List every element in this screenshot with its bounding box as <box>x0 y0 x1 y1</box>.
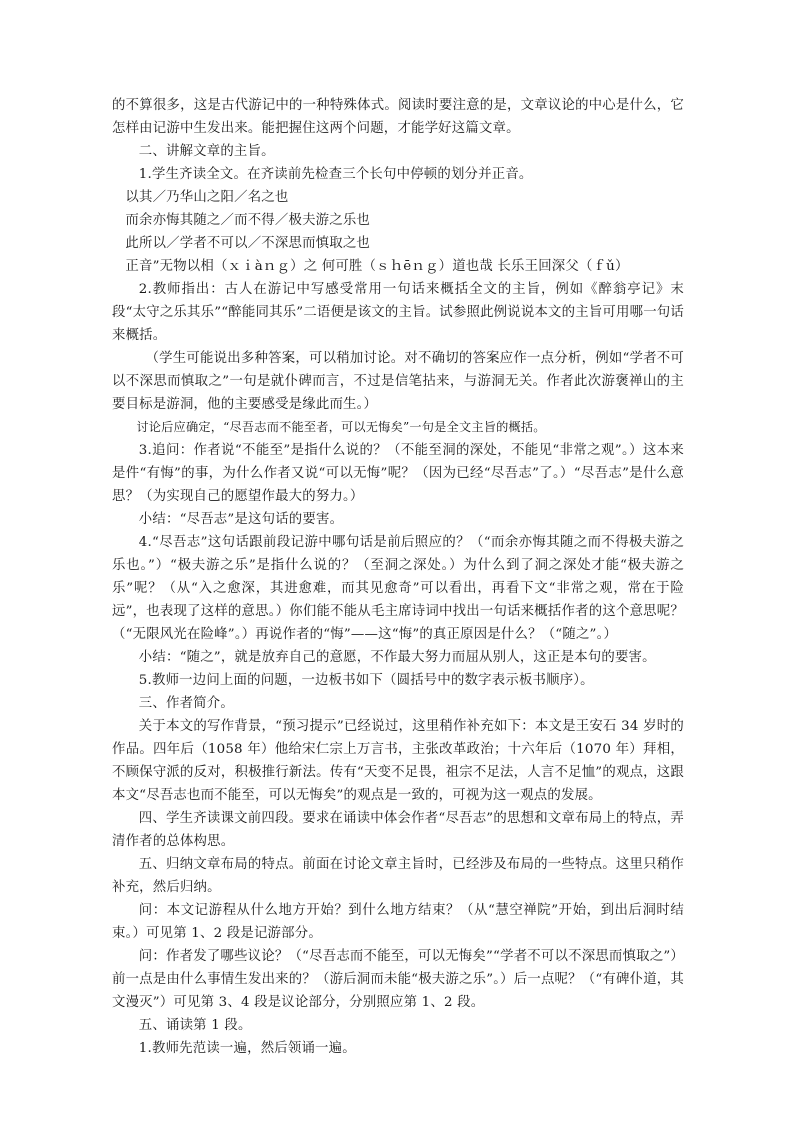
paragraph-step-4: 4.“尽吾志”这句话跟前段记游中哪句话是前后照应的？（“而余亦悔其随之而不得极夫游之乐也。”）“极夫游之乐”是指什么说的？（至洞之深处。）为什么到了洞之深处才能“极夫游之乐”呢？（从“入之愈深，其进愈难，而其见愈奇”可以看出，再看下文“非常之观，常在于险远”，也表现了这样的意思。）你们能不能从毛主席诗词中找出一句话来概括作者的这个意思呢？（“无限风光在险峰”。）再说作者的“悔”——这“悔”的真正原因是什么？（“随之”。） <box>112 535 684 642</box>
paragraph-author-background: 关于本文的写作背景，“预习提示”已经说过，这里稍作补充如下：本文是王安石 34 岁时的作品。四年后（1058 年）他给宋仁宗上万言书，主张改革政治；十六年后（1070 年）拜相，不顾保守派的反对，积极推行新法。传有“天变不足畏，祖宗不足法，人言不足恤”的观点，这跟本文“尽吾志也而不能至，可以无悔矣”的观点是一致的，可视为这一观点的发展。 <box>112 719 684 803</box>
paragraph-step-5: 5.教师一边问上面的问题，一边板书如下（圆括号中的数字表示板书顺序）。 <box>138 673 594 688</box>
document-page <box>112 94 684 1060</box>
paragraph-step-2: 2.教师指出：古人在游记中写感受常用一句话来概括全文的主旨，例如《醉翁亭记》末段“太守之乐其乐”“醉能同其乐”二语便是该文的主旨。试参照此例说说本文的主旨可用哪一句话来概括。 <box>112 282 684 343</box>
heading-section-5-recite: 五、诵读第 1 段。 <box>138 1018 252 1033</box>
paragraph-step-3: 3.追问：作者说“不能至”是指什么说的？（不能至洞的深处，不能见“非常之观”。）这本来是件“有悔”的事，为什么作者又说“可以无悔”呢？（因为已经“尽吾志”了。）“尽吾志”是什么意思？（为实现自己的愿望作最大的努力。） <box>112 443 684 504</box>
question-travel-route: 问：本文记游程从什么地方开始？到什么地方结束？（从“慧空禅院”开始，到出后洞时结束。）可见第 1、2 段是记游部分。 <box>112 903 684 941</box>
summary-1: 小结：“尽吾志”是这句话的要害。 <box>138 512 344 527</box>
paragraph-recite-step-1: 1.教师先范读一遍，然后领诵一遍。 <box>138 1041 356 1056</box>
summary-2: 小结：“随之”，就是放弃自己的意愿，不作最大努力而屈从别人，这正是本句的要害。 <box>138 650 656 665</box>
sentence-pause-2: 而余亦悔其随之／而不得／极夫游之乐也 <box>125 213 371 228</box>
sentence-pause-3: 此所以／学者不可以／不深思而慎取之也 <box>125 236 371 251</box>
heading-section-4: 四、学生齐读课文前四段。要求在诵读中体会作者“尽吾志”的思想和文章布局上的特点，弄清作者的总体构思。 <box>112 811 684 849</box>
heading-section-3: 三、作者简介。 <box>138 696 234 711</box>
heading-section-5-layout: 五、归纳文章布局的特点。前面在讨论文章主旨时，已经涉及布局的一些特点。这里只稍作补充，然后归纳。 <box>112 857 684 895</box>
paragraph-discussion-conclusion: 讨论后应确定，“尽吾志而不能至者，可以无悔矣”一句是全文主旨的概括。 <box>136 420 546 434</box>
paragraph-step-1: 1.学生齐读全文。在齐读前先检查三个长句中停顿的划分并正音。 <box>138 167 533 182</box>
pronunciation-line: 正音”无物以相（ｘｉàｎｇ）之 何可胜（ｓｈēｎｇ）道也哉 长乐王回深父（ｆǔ） <box>125 259 629 274</box>
paragraph-intro-continued: 的不算很多，这是古代游记中的一种特殊体式。阅读时要注意的是，文章议论的中心是什么，它怎样由记游中生发出来。能把握住这两个问题，才能学好这篇文章。 <box>112 98 684 136</box>
sentence-pause-1: 以其／乃华山之阳／名之也 <box>125 190 289 205</box>
paragraph-discussion-note: （学生可能说出多种答案，可以稍加讨论。对不确切的答案应作一点分析，例如“学者不可以不深思而慎取之”一句是就仆碑而言，不过是信笔拈来，与游洞无关。作者此次游褒禅山的主要目标是游洞，他的主要感受是缘此而生。） <box>112 351 684 412</box>
question-arguments: 问：作者发了哪些议论？（“尽吾志而不能至，可以无悔矣”“学者不可以不深思而慎取之”）前一点是由什么事情生发出来的？（游后洞而未能“极夫游之乐”。）后一点呢？（“有碑仆道，其文漫灭”）可见第 3、4 段是议论部分，分别照应第 1、2 段。 <box>112 949 684 1010</box>
heading-section-2: 二、讲解文章的主旨。 <box>138 144 275 159</box>
